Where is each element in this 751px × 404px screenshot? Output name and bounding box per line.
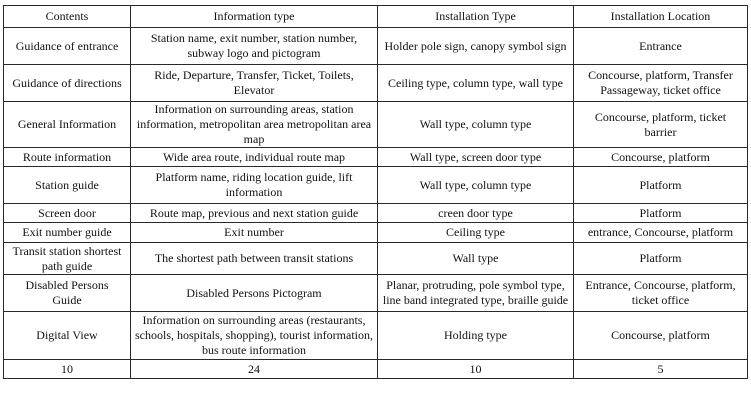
cell-installation-type: creen door type <box>378 204 574 223</box>
signage-table <box>3 5 748 379</box>
cell-installation-type: Wall type, column type <box>378 167 574 204</box>
cell-information-type: Route map, previous and next station guide <box>131 204 378 223</box>
cell-contents: Screen door <box>4 204 131 223</box>
cell-installation-location: entrance, Concourse, platform <box>574 223 748 243</box>
cell-installation-location: Concourse, platform <box>574 148 748 167</box>
cell-installation-location: Concourse, platform, ticket barrier <box>574 102 748 148</box>
cell-installation-type: Wall type, column type <box>378 102 574 148</box>
cell-contents: Guidance of entrance <box>4 28 131 65</box>
cell-information-type: Ride, Departure, Transfer, Ticket, Toilets, Elevator <box>131 65 378 102</box>
cell-installation-type: Holding type <box>378 312 574 360</box>
table-row <box>4 102 748 148</box>
table-row <box>4 65 748 102</box>
cell-contents: Exit number guide <box>4 223 131 243</box>
cell-information-type: Exit number <box>131 223 378 243</box>
cell-installation-type: Holder pole sign, canopy symbol sign <box>378 28 574 65</box>
cell-installation-location: Entrance <box>574 28 748 65</box>
cell-contents: Guidance of directions <box>4 65 131 102</box>
total-installation-location: 5 <box>574 360 748 379</box>
cell-contents: Digital View <box>4 312 131 360</box>
total-installation-type: 10 <box>378 360 574 379</box>
cell-installation-location: Platform <box>574 204 748 223</box>
cell-information-type: Platform name, riding location guide, lift information <box>131 167 378 204</box>
table-row <box>4 243 748 275</box>
header-contents: Contents <box>4 6 131 28</box>
header-installation-type: Installation Type <box>378 6 574 28</box>
cell-information-type: Disabled Persons Pictogram <box>131 275 378 312</box>
header-information-type: Information type <box>131 6 378 28</box>
cell-installation-type: Ceiling type <box>378 223 574 243</box>
cell-contents: Disabled Persons Guide <box>4 275 131 312</box>
header-row <box>4 6 748 28</box>
table-row <box>4 28 748 65</box>
table-row <box>4 167 748 204</box>
cell-information-type: The shortest path between transit stations <box>131 243 378 275</box>
total-contents: 10 <box>4 360 131 379</box>
header-installation-location: Installation Location <box>574 6 748 28</box>
cell-information-type: Information on surrounding areas (restaurants, schools, hospitals, shopping), tourist information, bus route information <box>131 312 378 360</box>
cell-installation-location: Concourse, platform, Transfer Passageway, ticket office <box>574 65 748 102</box>
cell-installation-type: Planar, protruding, pole symbol type, line band integrated type, braille guide <box>378 275 574 312</box>
table-row <box>4 275 748 312</box>
cell-contents: Station guide <box>4 167 131 204</box>
cell-information-type: Information on surrounding areas, station information, metropolitan area metropolitan area map <box>131 102 378 148</box>
table-row <box>4 312 748 360</box>
cell-installation-location: Entrance, Concourse, platform, ticket office <box>574 275 748 312</box>
cell-contents: Transit station shortest path guide <box>4 243 131 275</box>
total-information-type: 24 <box>131 360 378 379</box>
cell-installation-location: Platform <box>574 167 748 204</box>
cell-contents: General Information <box>4 102 131 148</box>
cell-installation-location: Platform <box>574 243 748 275</box>
table-row <box>4 148 748 167</box>
cell-information-type: Wide area route, individual route map <box>131 148 378 167</box>
table-row <box>4 223 748 243</box>
cell-information-type: Station name, exit number, station number, subway logo and pictogram <box>131 28 378 65</box>
cell-installation-type: Wall type <box>378 243 574 275</box>
cell-installation-location: Concourse, platform <box>574 312 748 360</box>
cell-contents: Route information <box>4 148 131 167</box>
table-row <box>4 204 748 223</box>
cell-installation-type: Ceiling type, column type, wall type <box>378 65 574 102</box>
totals-row <box>4 360 748 379</box>
cell-installation-type: Wall type, screen door type <box>378 148 574 167</box>
